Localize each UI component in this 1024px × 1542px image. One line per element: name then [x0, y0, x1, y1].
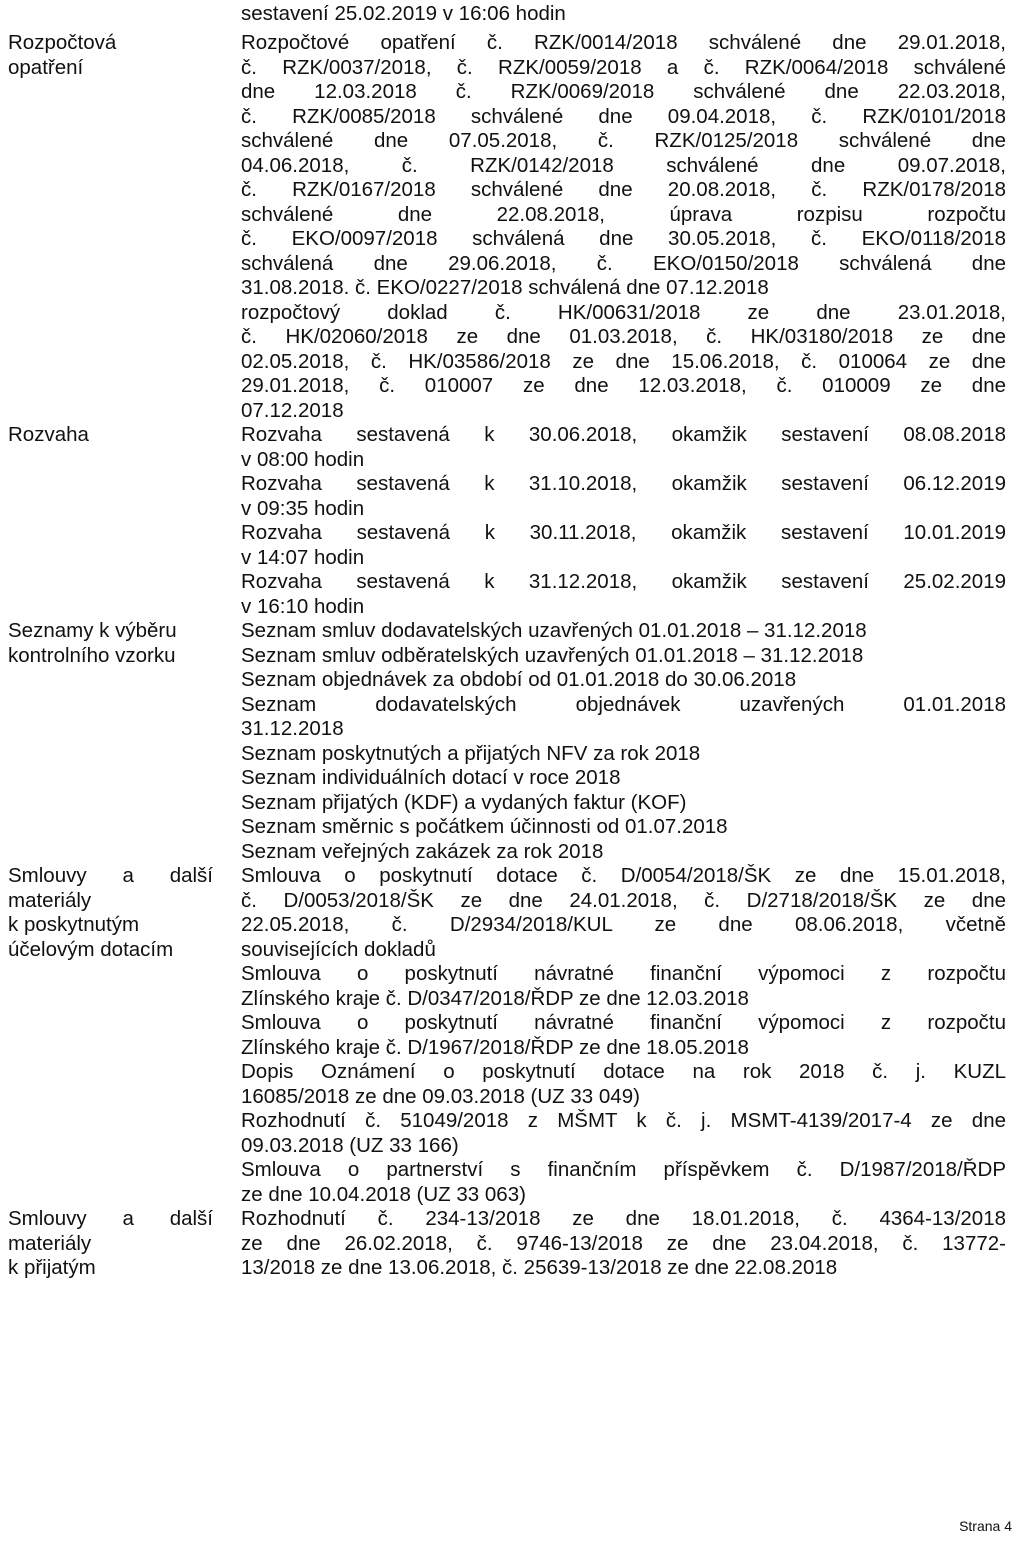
- item-line: schválené dne 22.08.2018, úprava rozpisu rozpočtu: [241, 202, 1006, 226]
- item-line: 02.05.2018, č. HK/03586/2018 ze dne 15.06.2018, č. 010064 ze dne: [241, 349, 1006, 373]
- top-row: [0, 2, 1006, 27]
- section-label: [0, 1207, 222, 1281]
- item-line: Seznam přijatých (KDF) a vydaných faktur (KOF): [241, 790, 687, 814]
- item-line: č. EKO/0097/2018 schválená dne 30.05.2018, č. EKO/0118/2018: [241, 227, 1006, 250]
- item-line: Rozpočtové opatření č. RZK/0014/2018 schválené dne 29.01.2018,: [241, 31, 1006, 54]
- section-row: [0, 619, 1006, 864]
- item-line: 31.12.2018: [241, 717, 344, 740]
- section-item: [241, 864, 1006, 962]
- item-line: dne 12.03.2018 č. RZK/0069/2018 schválené dne 22.03.2018,: [241, 80, 1006, 103]
- section-label-line: Smlouvy a další: [8, 1207, 213, 1230]
- item-line: 07.12.2018: [241, 398, 344, 422]
- item-line: 09.03.2018 (UZ 33 166): [241, 1133, 459, 1157]
- section-item: [241, 693, 1006, 742]
- item-line: Seznam směrnic s počátkem účinnosti od 01.07.2018: [241, 815, 728, 838]
- section-label-line: Rozvaha: [8, 423, 89, 446]
- section-item: [241, 668, 1006, 693]
- section-label-line: materiály: [8, 888, 92, 912]
- item-line: 22.05.2018, č. D/2934/2018/KUL ze dne 08.06.2018, včetně: [241, 913, 1006, 936]
- section-content: [222, 619, 1006, 864]
- item-line: rozpočtový doklad č. HK/00631/2018 ze dne 23.01.2018,: [241, 300, 1006, 324]
- item-line: Dopis Oznámení o poskytnutí dotace na rok 2018 č. j. KUZL: [241, 1060, 1006, 1083]
- item-line: č. HK/02060/2018 ze dne 01.03.2018, č. HK/03180/2018 ze dne: [241, 325, 1006, 348]
- section-item: [241, 1011, 1006, 1060]
- item-line: v 16:10 hodin: [241, 594, 365, 618]
- section-item: [241, 791, 1006, 816]
- item-line: v 08:00 hodin: [241, 447, 365, 471]
- section-item: [241, 301, 1006, 424]
- item-line: Rozhodnutí č. 234-13/2018 ze dne 18.01.2018, č. 4364-13/2018: [241, 1207, 1006, 1230]
- item-line: Seznam objednávek za období od 01.01.2018 do 30.06.2018: [241, 668, 797, 691]
- section-label: [0, 423, 222, 619]
- section-item: [241, 423, 1006, 472]
- section-label-line: účelovým dotacím: [8, 937, 174, 961]
- item-line: v 09:35 hodin: [241, 496, 365, 520]
- section-label-line: opatření: [8, 55, 84, 79]
- item-line: Seznam smluv dodavatelských uzavřených 01.01.2018 – 31.12.2018: [241, 619, 867, 642]
- top-row-label: [0, 2, 222, 27]
- item-line: 13/2018 ze dne 13.06.2018, č. 25639-13/2018 ze dne 22.08.2018: [241, 1256, 838, 1279]
- item-line: v 14:07 hodin: [241, 545, 365, 569]
- item-line: 16085/2018 ze dne 09.03.2018 (UZ 33 049): [241, 1084, 640, 1108]
- section-item: [241, 840, 1006, 865]
- section-item: [241, 815, 1006, 840]
- section-item: [241, 472, 1006, 521]
- section-label-line: Seznamy k výběru: [8, 619, 177, 642]
- item-line: Smlouva o partnerství s finančním příspěvkem č. D/1987/2018/ŘDP: [241, 1158, 1006, 1181]
- section-item: [241, 1158, 1006, 1207]
- section-item: [241, 962, 1006, 1011]
- section-item: [241, 521, 1006, 570]
- section-label: [0, 619, 222, 864]
- item-line: Seznam poskytnutých a přijatých NFV za rok 2018: [241, 741, 701, 765]
- section-item: [241, 1207, 1006, 1281]
- item-line: 31.08.2018. č. EKO/0227/2018 schválená dne 07.12.2018: [241, 276, 769, 299]
- top-row-content: [222, 2, 1006, 27]
- section-item: [241, 742, 1006, 767]
- section-item: [241, 31, 1006, 301]
- section-item: [241, 644, 1006, 669]
- item-line: Smlouva o poskytnutí návratné finanční výpomoci z rozpočtu: [241, 1011, 1006, 1034]
- section-label-line: k poskytnutým: [8, 913, 140, 936]
- section-label-line: Smlouvy a další: [8, 864, 213, 887]
- section-label: [0, 31, 222, 423]
- item-line: Rozhodnutí č. 51049/2018 z MŠMT k č. j. MSMT-4139/2017-4 ze dne: [241, 1109, 1006, 1132]
- page-number: Strana 4: [959, 1518, 1012, 1534]
- section-label-line: materiály: [8, 1231, 92, 1255]
- item-line: Zlínského kraje č. D/1967/2018/ŘDP ze dne 18.05.2018: [241, 1035, 749, 1059]
- section-label: [0, 864, 222, 1207]
- item-line: č. RZK/0167/2018 schválené dne 20.08.2018, č. RZK/0178/2018: [241, 178, 1006, 201]
- item-line: č. D/0053/2018/ŠK ze dne 24.01.2018, č. D/2718/2018/ŠK ze dne: [241, 888, 1006, 912]
- item-line: č. RZK/0085/2018 schválené dne 09.04.2018, č. RZK/0101/2018: [241, 104, 1006, 128]
- item-line: Rozvaha sestavená k 30.11.2018, okamžik sestavení 10.01.2019: [241, 521, 1006, 544]
- section-label-line: k přijatým: [8, 1256, 96, 1279]
- section-row: [0, 864, 1006, 1207]
- section-row: [0, 1207, 1006, 1281]
- section-item: [241, 1109, 1006, 1158]
- section-content: [222, 423, 1006, 619]
- item-line: Rozvaha sestavená k 31.10.2018, okamžik sestavení 06.12.2019: [241, 472, 1006, 495]
- section-content: [222, 31, 1006, 423]
- item-line: Seznam veřejných zakázek za rok 2018: [241, 839, 604, 863]
- item-line: Rozvaha sestavená k 31.12.2018, okamžik sestavení 25.02.2019: [241, 570, 1006, 593]
- item-line: schválená dne 29.06.2018, č. EKO/0150/2018 schválená dne: [241, 251, 1006, 275]
- item-line: Smlouva o poskytnutí dotace č. D/0054/2018/ŠK ze dne 15.01.2018,: [241, 864, 1006, 887]
- item-line: 04.06.2018, č. RZK/0142/2018 schválené dne 09.07.2018,: [241, 153, 1006, 177]
- item-line: Zlínského kraje č. D/0347/2018/ŘDP ze dne 12.03.2018: [241, 986, 749, 1010]
- section-label-line: kontrolního vzorku: [8, 643, 176, 667]
- section-row: [0, 423, 1006, 619]
- item-line: ze dne 10.04.2018 (UZ 33 063): [241, 1182, 526, 1206]
- item-line: Seznam dodavatelských objednávek uzavřených 01.01.2018: [241, 692, 1006, 716]
- item-line: č. RZK/0037/2018, č. RZK/0059/2018 a č. RZK/0064/2018 schválené: [241, 55, 1006, 79]
- item-line: Smlouva o poskytnutí návratné finanční výpomoci z rozpočtu: [241, 962, 1006, 985]
- section-content: [222, 1207, 1006, 1281]
- section-item: [241, 1060, 1006, 1109]
- sections-container: [0, 31, 1006, 1281]
- section-label-line: Rozpočtová: [8, 31, 117, 54]
- section-item: [241, 570, 1006, 619]
- section-item: [241, 619, 1006, 644]
- item-line: Seznam smluv odběratelských uzavřených 01.01.2018 – 31.12.2018: [241, 643, 864, 667]
- top-line: sestavení 25.02.2019 v 16:06 hodin: [241, 2, 566, 25]
- item-line: 29.01.2018, č. 010007 ze dne 12.03.2018, č. 010009 ze dne: [241, 374, 1006, 397]
- section-item: [241, 766, 1006, 791]
- section-row: [0, 31, 1006, 423]
- item-line: Seznam individuálních dotací v roce 2018: [241, 766, 621, 789]
- item-line: ze dne 26.02.2018, č. 9746-13/2018 ze dne 23.04.2018, č. 13772-: [241, 1231, 1006, 1255]
- item-line: Rozvaha sestavená k 30.06.2018, okamžik sestavení 08.08.2018: [241, 423, 1006, 446]
- item-line: schválené dne 07.05.2018, č. RZK/0125/2018 schválené dne: [241, 129, 1006, 152]
- section-content: [222, 864, 1006, 1207]
- item-line: souvisejících dokladů: [241, 937, 436, 961]
